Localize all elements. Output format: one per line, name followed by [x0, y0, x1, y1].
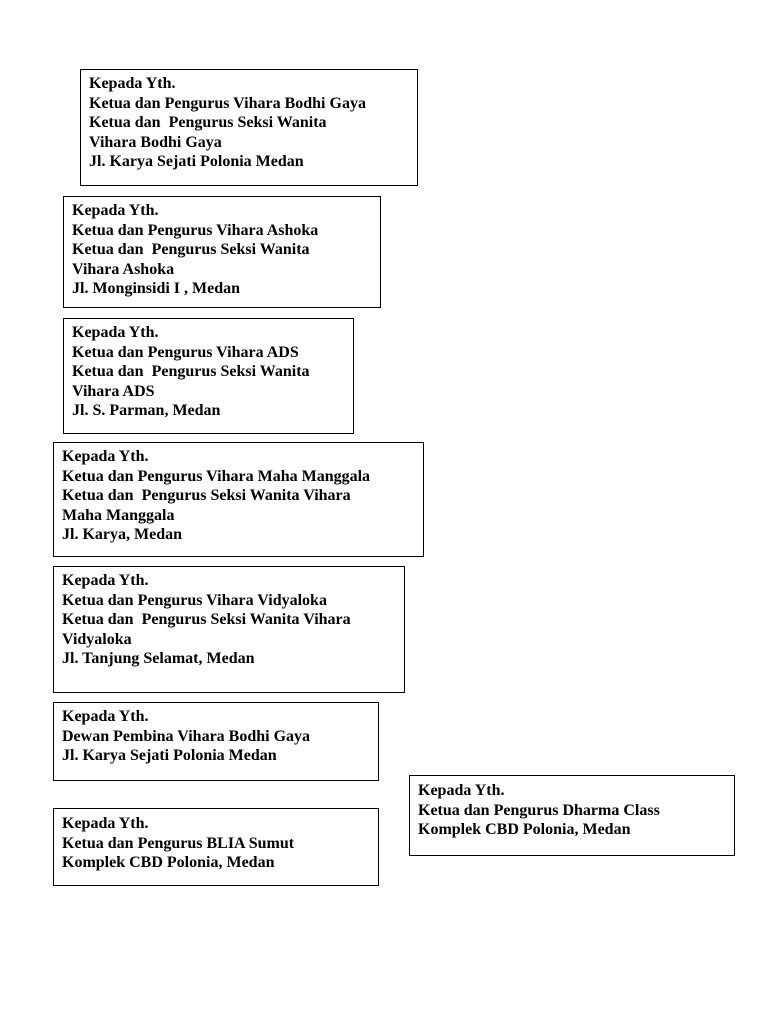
recipient-line: Dewan Pembina Vihara Bodhi Gaya	[62, 727, 311, 745]
address-line: Jl. Monginsidi I , Medan	[72, 280, 241, 298]
recipient-line: Ketua dan Pengurus Seksi Wanita Vihara	[62, 487, 351, 505]
recipient-line: Vihara ADS	[72, 382, 155, 400]
recipient-line: Ketua dan Pengurus Vihara Ashoka	[72, 221, 319, 239]
address-line: Jl. Karya Sejati Polonia Medan	[89, 153, 304, 171]
address-label-vihara-bodhi-gaya	[80, 69, 418, 186]
recipient-line: Ketua dan Pengurus Seksi Wanita	[72, 241, 310, 259]
recipient-line: Ketua dan Pengurus Vihara ADS	[72, 343, 299, 361]
address-label-vihara-maha-manggala	[53, 442, 424, 557]
salutation: Kepada Yth.	[62, 815, 149, 832]
recipient-line: Ketua dan Pengurus Seksi Wanita	[72, 363, 310, 381]
recipient-line: Ketua dan Pengurus Vihara Maha Manggala	[62, 467, 371, 485]
salutation: Kepada Yth.	[72, 324, 159, 341]
address-line: Jl. S. Parman, Medan	[72, 402, 221, 420]
address-line: Jl. Tanjung Selamat, Medan	[62, 650, 255, 668]
recipient-line: Ketua dan Pengurus BLIA Sumut	[62, 834, 295, 852]
salutation: Kepada Yth.	[418, 782, 505, 799]
address-label-vihara-vidyaloka	[53, 566, 405, 693]
address-line: Jl. Karya Sejati Polonia Medan	[62, 747, 277, 765]
address-label-vihara-ashoka	[63, 196, 381, 308]
recipient-line: Vidyaloka	[62, 630, 132, 648]
recipient-line: Ketua dan Pengurus Vihara Bodhi Gaya	[89, 94, 366, 112]
recipient-line: Maha Manggala	[62, 506, 175, 524]
salutation: Kepada Yth.	[72, 202, 159, 219]
recipient-line: Ketua dan Pengurus Seksi Wanita	[89, 114, 327, 132]
address-line: Jl. Karya, Medan	[62, 526, 182, 544]
salutation: Kepada Yth.	[89, 75, 176, 92]
address-line: Komplek CBD Polonia, Medan	[62, 854, 275, 872]
recipient-line: Vihara Bodhi Gaya	[89, 133, 222, 151]
address-label-dharma-class	[409, 775, 735, 856]
salutation: Kepada Yth.	[62, 448, 149, 465]
address-line: Komplek CBD Polonia, Medan	[418, 821, 631, 839]
recipient-line: Vihara Ashoka	[72, 260, 175, 278]
address-label-dewan-pembina	[53, 702, 379, 781]
recipient-line: Ketua dan Pengurus Dharma Class	[418, 801, 660, 819]
recipient-line: Ketua dan Pengurus Vihara Vidyaloka	[62, 591, 327, 609]
address-label-blia-sumut	[53, 808, 379, 886]
address-label-vihara-ads	[63, 318, 354, 434]
salutation: Kepada Yth.	[62, 708, 149, 725]
recipient-line: Ketua dan Pengurus Seksi Wanita Vihara	[62, 611, 351, 629]
salutation: Kepada Yth.	[62, 572, 149, 589]
